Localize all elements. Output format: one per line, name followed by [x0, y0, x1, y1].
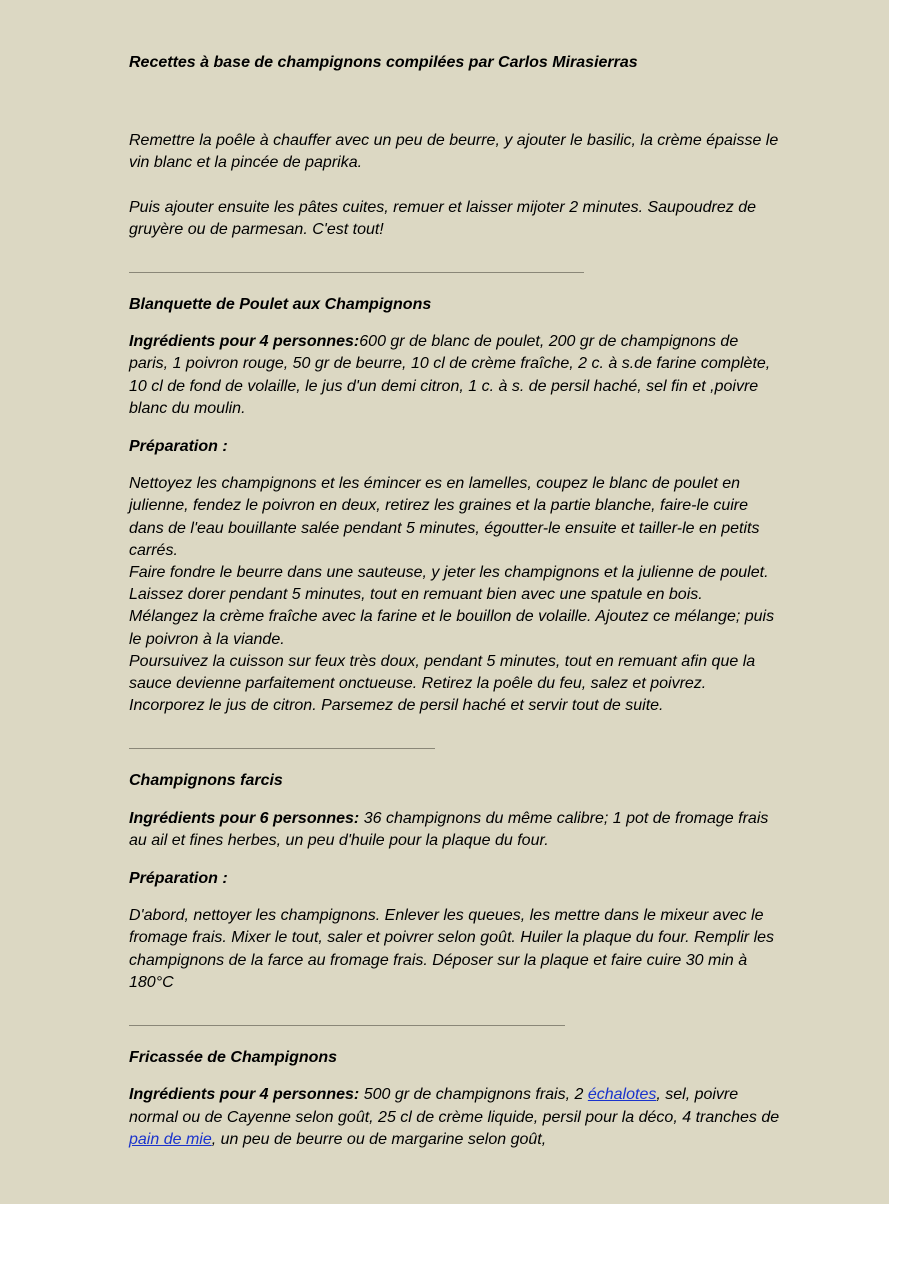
- ingredients-text: 36 champignons du même calibre; 1 pot de fromage frais au ail et fines herbes, un peu d'huile pour la plaque du four.: [129, 809, 769, 849]
- document-title: Recettes à base de champignons compilées par Carlos Mirasierras: [129, 54, 638, 71]
- ingredients-paragraph: [129, 331, 781, 420]
- preparation-step: Nettoyez les champignons et les émincer es en lamelles, coupez le blanc de poulet en julienne, fendez le poivron en deux, retirez les graines et la partie blanche, faire-le cuire dans de l'eau bouillante salée pendant 5 minutes, égoutter-le ensuite et tailler-le en petits carrés.: [129, 475, 760, 559]
- ingredients-text: 500 gr de champignons frais, 2: [359, 1086, 588, 1104]
- intro-paragraph-1: Remettre la poêle à chauffer avec un peu de beurre, y ajouter le basilic, la crème épaisse le vin blanc et la pincée de paprika.: [129, 132, 779, 172]
- ingredients-text: , sel, poivre normal ou de Cayenne selon goût, 25 cl de crème liquide, persil pour la déco, 4 tranches de: [129, 1086, 780, 1126]
- ingredients-label: Ingrédients pour 6 personnes:: [129, 809, 360, 827]
- preparation-step: Mélangez la crème fraîche avec la farine et le bouillon de volaille. Ajoutez ce mélange; puis le poivron à la viande.: [129, 608, 775, 648]
- recipe-title: Champignons farcis: [129, 772, 283, 790]
- preparation-step: Poursuivez la cuisson sur feux très doux, pendant 5 minutes, tout en remuant afin que la sauce devienne parfaitement onctueuse. Retirez la poêle du feu, salez et poivrez. Incorporez le jus de citron. Parsemez de persil haché et servir tout de suite.: [129, 652, 756, 715]
- separator-line: [129, 748, 435, 749]
- echalotes-link[interactable]: échalotes: [587, 1086, 657, 1104]
- pain-de-mie-link[interactable]: pain de mie: [129, 1130, 212, 1148]
- ingredients-text: , un peu de beurre ou de margarine selon goût,: [211, 1130, 547, 1148]
- preparation-label: Préparation :: [129, 438, 228, 456]
- preparation-step: Faire fondre le beurre dans une sauteuse, y jeter les champignons et la julienne de poulet. Laissez dorer pendant 5 minutes, tout en remuant bien avec une spatule en bois.: [129, 564, 769, 604]
- preparation-step: D'abord, nettoyer les champignons. Enlever les queues, les mettre dans le mixeur avec le fromage frais. Mixer le tout, saler et poivrer selon goût. Huiler la plaque du four. Remplir les champignons de la farce au fromage frais. Déposer sur la plaque et faire cuire 30 min à 180°C: [129, 907, 775, 991]
- separator-line: [129, 272, 584, 273]
- recipe-title: Fricassée de Champignons: [129, 1049, 338, 1067]
- preparation-label: Préparation :: [129, 870, 228, 888]
- recipe-title: Blanquette de Poulet aux Champignons: [129, 296, 432, 314]
- separator-line: [129, 1025, 565, 1026]
- ingredients-paragraph: [129, 1084, 781, 1151]
- ingredients-label: Ingrédients pour 4 personnes:: [129, 1086, 360, 1104]
- ingredients-text: 600 gr de blanc de poulet, 200 gr de champignons de paris, 1 poivron rouge, 50 gr de beurre, 10 cl de crème fraîche, 2 c. à s.de farine complète, 10 cl de fond de volaille, le jus d'un demi citron, 1 c. à s. de persil haché, sel fin et ,poivre blanc du moulin.: [129, 333, 771, 417]
- intro-paragraph-2: Puis ajouter ensuite les pâtes cuites, remuer et laisser mijoter 2 minutes. Saupoudrez de gruyère ou de parmesan. C'est tout!: [129, 198, 756, 238]
- document-body: [129, 52, 781, 1151]
- ingredients-label: Ingrédients pour 4 personnes:: [129, 333, 360, 351]
- ingredients-paragraph: [129, 808, 781, 852]
